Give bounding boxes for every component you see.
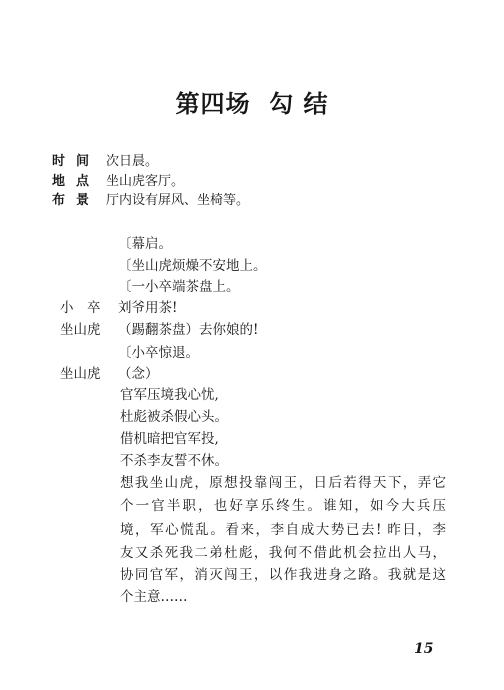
meta-key-1: 布 xyxy=(52,193,66,208)
prose-line: 境，军心慌乱。看来，李自成大势已去! 昨日，李 xyxy=(120,522,446,538)
prose-line: 协同官军，消灭闯王，以作我进身之路。我就是这 xyxy=(120,567,446,583)
meta-place xyxy=(52,170,184,189)
meta-time xyxy=(52,150,158,169)
meta-key-2: 点 xyxy=(76,174,90,189)
stage-direction: 〔坐山虎烦燥不安地上。 xyxy=(118,258,267,274)
recite-note: （念） xyxy=(118,366,159,382)
prose-line: 个一官半职，也好享乐终生。谁知，如今大兵压 xyxy=(120,498,446,514)
prose-line: 想我坐山虎，原想投靠闯王，日后若得天下，弄它 xyxy=(120,475,446,491)
meta-value: 厅内设有屏风、坐椅等。 xyxy=(106,193,250,208)
meta-value: 坐山虎客厅。 xyxy=(106,174,185,189)
verse-line: 官军压境我心忧, xyxy=(120,387,219,403)
scene-title: 第四场 勾 结 xyxy=(175,90,329,118)
speaker-name: 坐山虎 xyxy=(60,322,101,338)
meta-key-2: 间 xyxy=(76,154,90,169)
meta-value: 次日晨。 xyxy=(106,154,159,169)
stage-direction: 〔一小卒端茶盘上。 xyxy=(118,279,240,295)
verse-line: 不杀李友誓不休。 xyxy=(120,453,228,469)
meta-key-1: 地 xyxy=(52,174,66,189)
stage-direction: 〔小卒惊退。 xyxy=(118,345,199,361)
speaker-name: 坐山虎 xyxy=(60,366,101,382)
meta-set xyxy=(52,189,249,208)
speaker-name: 小 卒 xyxy=(60,300,101,316)
prose-line: 友又杀死我二弟杜彪，我何不借此机会拉出人马， xyxy=(120,545,446,561)
meta-key-1: 时 xyxy=(52,154,66,169)
speech-line: 刘爷用茶! xyxy=(118,300,178,316)
meta-key-2: 景 xyxy=(76,193,90,208)
verse-line: 借机暗把官军投, xyxy=(120,431,219,447)
verse-line: 杜彪被杀假心头。 xyxy=(120,409,228,425)
stage-direction: 〔幕启。 xyxy=(118,236,172,252)
page-number: 15 xyxy=(414,641,434,657)
prose-line: 个主意…… xyxy=(120,589,188,605)
speech-line: （踢翻茶盘）去你娘的! xyxy=(118,322,259,338)
